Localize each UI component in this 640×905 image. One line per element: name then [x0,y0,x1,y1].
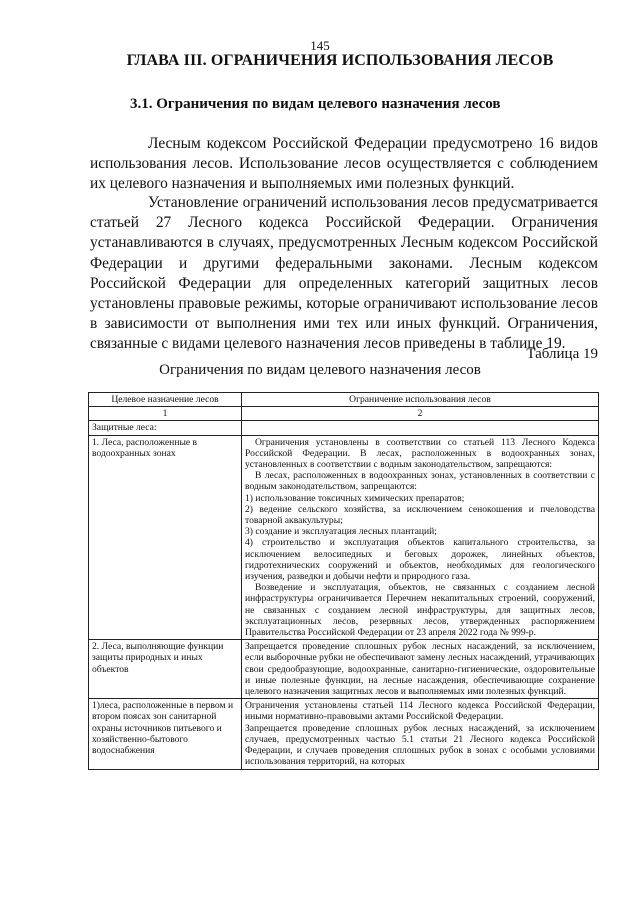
header-purpose: Целевое назначение лесов [89,393,242,407]
restriction-cell [242,699,599,769]
restriction-text: 3) создание и эксплуатация лесных плантаций; [245,526,437,538]
body-paragraph-1 [90,134,598,195]
page-number: 145 [310,38,330,53]
group-empty-cell [242,421,599,435]
body-paragraph-2 [90,193,598,355]
group-row [89,421,599,435]
purpose-cell: 1. Леса, расположенные в водоохранных зонах [89,435,242,640]
table-caption: Ограничения по видам целевого назначения лесов [159,362,481,378]
column-number-1: 1 [89,407,242,421]
header-restriction: Ограничение использования лесов [242,393,599,407]
table-row [89,640,599,699]
purpose-cell: 2. Леса, выполняющие функции защиты природных и иных объектов [89,640,242,699]
restriction-cell [242,640,599,699]
table-row [89,435,599,640]
paragraph-text: Лесным кодексом Российской Федерации предусмотрено 16 видов использования лесов. Использование лесов осуществляется с соблюдением их целевого назначения и выполняемых ими полезных функций. [90,135,598,193]
section-title: 3.1. Ограничения по видам целевого назначения лесов [130,96,501,112]
restriction-text: Ограничения установлены в соответствии со статьей 113 Лесного Кодекса Российской Федерации. В лесах, расположенных в водоохранных зонах, установленных в соответствии с водным законодательством, запрещаются: [245,436,595,471]
restriction-text: Запрещается проведение сплошных рубок лесных насаждений, за исключением случаев, предусмотренных частью 5.1 статьи 21 Лесного кодекса Российской Федерации, и случаев проведения сплошных рубок в зонах с особыми условиями использования территорий, на которых [245,722,595,768]
restriction-text: 4) строительство и эксплуатация объектов капитального строительства, за исключением велосипедных и беговых дорожек, линейных объектов, гидротехнических сооружений и объектов, необходимых для геологического изучения, разведки и добычи нефти и природного газа. [245,537,595,583]
restriction-text: 1) использование токсичных химических препаратов; [245,492,465,504]
paragraph-text: Установление ограничений использования лесов предусматривается статьей 27 Лесного кодекса Российской Федерации. Ограничения устанавливаются в случаях, предусмотренных Лесным кодексом Российской Федерации и другими федеральными законами. Лесным кодексом Российской Федерации для определенных категорий защитных лесов установлены правовые режимы, которые ограничивают использование лесов в зависимости от выполнения ими тех или иных функций. Ограничения, связанные с видами целевого назначения лесов приведены в таблице 19. [90,194,598,353]
restriction-text: Возведение и эксплуатация, объектов, не связанных с созданием лесной инфраструктуры ограничивается Перечнем некапитальных строений, сооружений, не связанных с созданием лесной инфраструктуры, для защитных лесов, эксплуатационных лесов, резервных лесов, утвержденных распоряжением Правительства Российской Федерации от 23 апреля 2022 года № 999-р. [245,582,595,639]
group-label: Защитные леса: [89,421,242,435]
restriction-text: В лесах, расположенных в водоохранных зонах, установленных в соответствии с водным законодательством, запрещаются: [245,470,595,493]
restriction-text: Ограничения установлены статьей 114 Лесного кодекса Российской Федерации, иными нормативно-правовыми актами Российской Федерации. [245,700,595,723]
column-number-2: 2 [242,407,599,421]
restriction-cell [242,435,599,640]
restrictions-table [88,392,599,770]
purpose-cell: 1)леса, расположенные в первом и втором поясах зон санитарной охраны источников питьевого и хозяйственно-бытового водоснабжения [89,699,242,769]
table-row [89,699,599,769]
table-header-row [89,393,599,407]
restriction-text: 2) ведение сельского хозяйства, за исключением сенокошения и пчеловодства товарной аквакультуры; [245,503,595,527]
table-label: Таблица 19 [526,346,598,362]
column-number-row [89,407,599,421]
chapter-title: ГЛАВА III. ОГРАНИЧЕНИЯ ИСПОЛЬЗОВАНИЯ ЛЕСОВ [126,52,554,69]
restriction-text: Запрещается проведение сплошных рубок лесных насаждений, за исключением, если выборочные рубки не обеспечивают замену лесных насаждений, утрачивающих свои средообразующие, водоохранные, санитарно-гигиенические, оздоровительные и иные полезные функции, на лесные насаждения, обеспечивающие сохранение целевого назначения защитных лесов и выполняемых ими полезных функций. [245,641,595,698]
